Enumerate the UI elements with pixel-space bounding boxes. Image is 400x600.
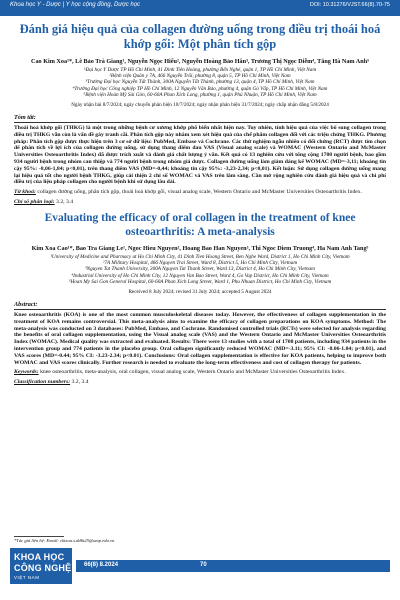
doi-label: DOI: 10.31276/VJST.66(8).70-75 — [309, 2, 390, 8]
en-keywords-text: knee osteoarthritis, meta-analysis, oral collagen, visual analog scale, Western Ontario and McMaster Universities Osteoarthritis Index. — [40, 369, 346, 376]
vi-classification — [14, 199, 386, 205]
en-authors: Kim Xoa Cao¹*, Bao Tra Giang Le¹, Ngoc Hieu Nguyen², Hoang Bao Han Nguyen³, Thi Ngoc Diem Truong⁴, Ha Nam Anh Tang⁵ — [31, 244, 369, 252]
journal-logo — [10, 548, 72, 584]
en-affiliations — [14, 254, 386, 285]
footer-bar — [76, 560, 390, 572]
vi-affiliation: ²Bệnh viện Quân y 7A, 466 Nguyễn Trãi, phường 8, quận 5, TP Hồ Chí Minh, Việt Nam — [109, 73, 291, 80]
issue-label: 66(8) 8.2024 — [84, 562, 119, 568]
logo-line-3: VIỆT NAM — [14, 575, 40, 580]
vi-abstract: Thoái hoá khớp gối (THKG) là một trong những bệnh cơ xương khớp phổ biến nhất hiện nay. Tuy nhiên, tính hiệu quả của việc bổ sung collagen trong điều trị THKG vẫn còn là vấn đề gây tranh cãi. Phân tích gộp này nhằm xem xét hiệu quả của chế phẩm collagen đối với các triệu chứng THKG. Phương pháp: Phân tích gộp được thực hiện trên 3 cơ sở dữ liệu: PubMed, Embase và Cochrane. Các thử nghiệm ngẫu nhiên có đối chứng (RCT) được tìm chọn để phân tích về lợi ích của collagen đường uống, sử dụng thang điểm đau VAS (Visual analog scale) và WOMAC (Western Ontario and McMaster Universities Osteoarthritis Index) đã được trích xuất và đánh giá chất lượng ý văn. Kết quả có 13 nghiên cứu với tổng cộng 1708 người bệnh, bao gồm 934 người bệnh trong nhóm can thiệp và 774 người bệnh trong nhóm giả dược. Collagen đường uống làm giảm đáng kể WOMAC (MD=-3,11; khoảng tin cậy 95%: -8,06-1,84; p<0,01), trên thang điểm VAS (MD=-0,44; khoảng tin cậy 95%: -3,23-2,34; p<0,01). Kết luận: Sử dụng collagen đường uống mang lại hiệu quả tốt cho người bệnh THKG, giúp cải thiện 2 chỉ số WOMAC và VAS trên lâm sàng. Cần mở rộng nghiên cứu đánh giá hiệu quả và chi phí điều trị của liệu pháp collagen cho người bệnh khi sử dụng lâu dài. — [14, 125, 386, 186]
en-affiliation: ⁴Industrial University of Ho Chi Minh City, 12 Nguyen Van Bao Street, Ward 4, Go Vap District, Ho Chi Minh City, Vietnam — [71, 272, 329, 279]
en-abstract-label: Abstract: — [14, 301, 38, 308]
en-affiliation: ¹University of Medicine and Pharmacy at Ho Chi Minh City, 41 Dinh Tien Hoang Street, Ben Nghe Ward, District 1, Ho Chi Minh City, Vietnam — [50, 253, 350, 260]
en-classification — [14, 379, 386, 385]
corresponding-email: *Tác giả liên hệ: Email: cktxoa.s.dd6t25@ump.edu.vn — [14, 538, 115, 543]
logo-line-2: CÔNG NGHỆ — [14, 563, 72, 573]
en-affiliation: ³Nguyen Tat Thanh University, 300A Nguyen Tat Thanh Street, Ward 13, District 4, Ho Chi Minh City, Vietnam — [85, 266, 315, 273]
vi-authors: Cao Kim Xoa¹*, Lê Bảo Trà Giang¹, Nguyễn Ngọc Hiếu², Nguyễn Hoàng Bảo Hân³, Trương Thị Ngọc Diễm⁴, Tăng Hà Nam Anh⁵ — [31, 58, 369, 65]
vi-keywords-label: Từ khoá: — [14, 189, 36, 196]
en-classification-label: Classification numbers: — [14, 379, 71, 386]
en-keywords-label: Keywords: — [14, 369, 39, 376]
en-section — [14, 211, 386, 385]
vi-affiliation: ³Trường Đại học Nguyễn Tất Thành, 300A Nguyễn Tất Thành, phường 13, quận 4, TP Hồ Chí Minh, Việt Nam — [85, 79, 315, 86]
vi-affiliation: ¹Đại học Y Dược TP Hồ Chí Minh, 41 Đinh Tiên Hoàng, phường Bến Nghé, quận 1, TP Hồ Chí Minh, Việt Nam — [83, 67, 317, 73]
vi-title: Đánh giá hiệu quả của collagen đường uống trong điều trị thoái hoá khớp gối: Một phân tích gộp — [19, 22, 381, 51]
en-affiliation: ⁵Hoan My Sai Gon General Hospital, 60-60A Phan Xich Long Street, Ward 1, Phu Nhuan District, Ho Chi Minh City, Vietnam — [68, 278, 332, 285]
logo-line-1: KHOA HỌC — [14, 552, 65, 562]
journal-section: Khoa học Y - Dược | Y học cộng đồng, Dược học — [10, 2, 141, 8]
vi-classification-value: 3.2, 3.4 — [56, 198, 74, 205]
page-number: 70 — [200, 562, 207, 568]
vi-affiliations — [14, 67, 386, 98]
vi-dates: Ngày nhận bài 8/7/2024; ngày chuyển phản biện 10/7/2024; ngày nhận phản biện 31/7/2024; ngày chấp nhận đăng 5/8/2024 — [71, 102, 329, 109]
vi-keywords — [14, 189, 386, 196]
journal-header-bar — [0, 0, 400, 16]
footnote-rule — [14, 536, 64, 537]
corresponding-author-note — [14, 536, 386, 543]
vi-classification-label: Chỉ số phân loại: — [14, 198, 55, 205]
vi-affiliation: ⁴Trường Đại học Công nghiệp TP Hồ Chí Minh, 12 Nguyễn Văn Bảo, phường 4, quận Gò Vấp, TP Hồ Chí Minh, Việt Nam — [72, 85, 328, 92]
vi-abstract-label: Tóm tắt: — [14, 114, 36, 122]
vi-affiliation: ⁵Bệnh viện Hoàn Mỹ Sài Gòn, 60-60A Phan Xích Long, phường 1, quận Phú Nhuận, TP Hồ Chí Minh, Việt Nam — [83, 91, 317, 98]
vi-keywords-text: collagen đường uống, phân tích gộp, thoái hoá khớp gối, visual analog scale, Western Ontario and McMaster Universities Osteoarthritis Index. — [37, 189, 363, 196]
en-classification-value: 3.2, 3.4 — [71, 379, 89, 386]
en-keywords — [14, 369, 386, 376]
page-footer — [0, 546, 400, 586]
en-affiliation: ²7A Military Hospital, 466 Nguyen Trai Street, Ward 8, District 5, Ho Chi Minh City, Vietnam — [102, 260, 298, 267]
divider — [14, 309, 386, 310]
divider — [14, 122, 386, 123]
en-dates: Received 8 July 2024; revised 31 July 2024; accepted 5 August 2024 — [128, 289, 272, 295]
en-title: Evaluating the efficacy of oral collagen in the treatment of knee osteoarthritis: A meta-analysis — [44, 211, 356, 238]
article-body — [14, 22, 386, 385]
en-abstract: Knee osteoarthritis (KOA) is one of the most common musculoskeletal diseases today. However, the effectiveness of collagen supplementation in the treatment of KOA remains controversial. This meta-analysis aims to examine the efficacy of collagen preparations on KOA symptoms. Method: The meta-analysis was conducted on 3 databases: PubMed, Embase, and Cochrane. Randomised controlled trials (RCTs) were selected for analysis regarding the benefits of oral collagen supplementation, using the Visual analog scale (VAS) and the Western Ontario and McMaster Universities Osteoarthritis Index (WOMAC). Medical quality was extracted and evaluated. Results: There were 13 studies with a total of 1708 patients, including 934 patients in the intervention group and 774 patients in the placebo group. Oral collagen significantly reduced WOMAC (MD=-3.11; 95% CI: -8.06-1.84; p<0.01), and VAS scores (MD=-0.44; 95% CI: -3.23-2.34; p<0.01). Conclusions: Oral collagen supplementation is effective for KOA patients, helping to improve both WOMAC and VAS scores clinically. Further research is needed to evaluate the long-term effectiveness and cost of collagen therapy for patients. — [14, 312, 386, 366]
